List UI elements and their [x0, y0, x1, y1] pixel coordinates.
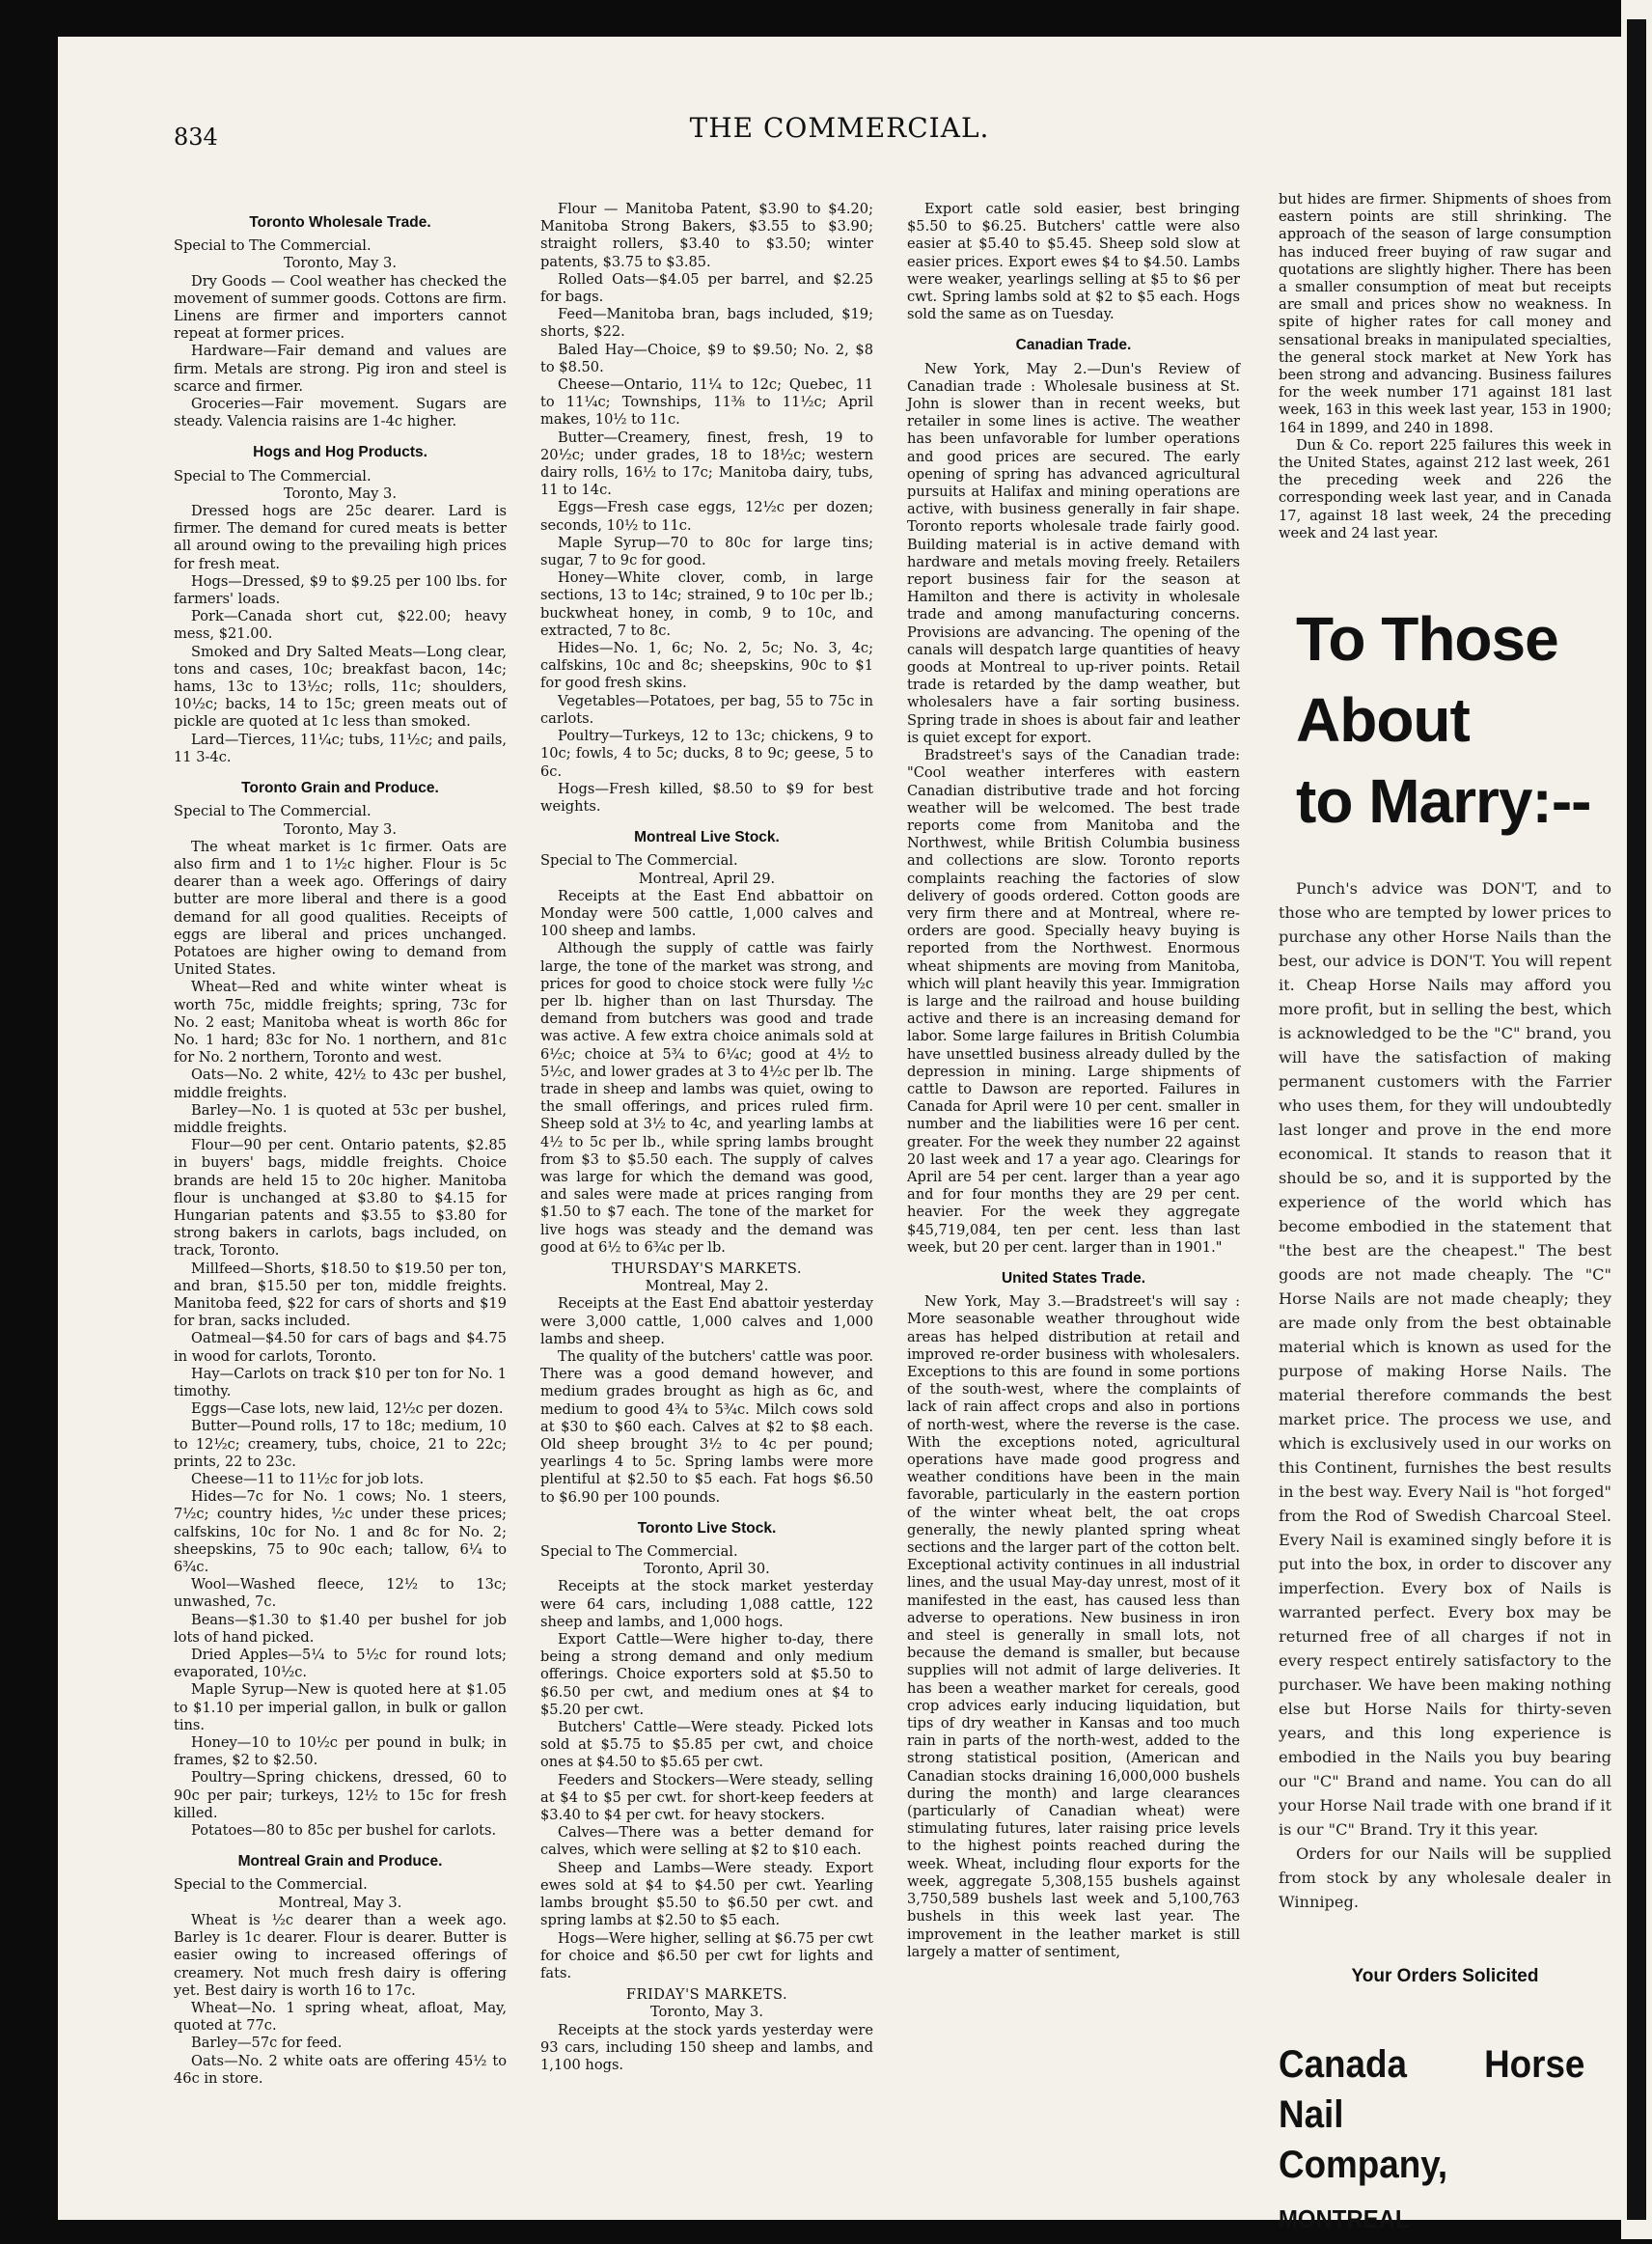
dateline: Toronto, May 3.: [284, 820, 397, 838]
paragraph: Wheat—Red and white winter wheat is worth 75c, middle freights; spring, 73c for No. 2 east; Manitoba wheat is worth 86c for No. 1 hard; 83c for No. 1 northern, and 81c for No. 2 northern, Toronto and west.: [174, 979, 507, 1067]
paragraph: Sheep and Lambs—Were steady. Export ewes sold at $4 to $4.50 per cwt. Yearling lambs brought $5.50 to $6.50 per cwt. and spring lambs at $2.50 to $5 each.: [540, 1859, 873, 1929]
paragraph: Receipts at the stock yards yesterday were 93 cars, including 150 sheep and lambs, and 1,100 hogs.: [540, 2021, 873, 2073]
paragraph: Hay—Carlots on track $10 per ton for No. 1 timothy.: [174, 1365, 507, 1399]
paragraph: Butter—Creamery, finest, fresh, 19 to 20½c; under grades, 18 to 18½c; western dairy rolls, 16½ to 17c; Manitoba dairy, tubs, 11 to 14c.: [540, 429, 873, 499]
paragraph: Export catle sold easier, best bringing $5.50 to $6.25. Butchers' cattle were also easier at $5.40 to $5.45. Sheep sold slow at easier prices. Export ewes $4 to $4.50. Lambs were weaker, yearlings selling at $5 to $6 per cwt. Spring lambs sold at $2 to $5 each. Hogs sold the same as on Tuesday.: [907, 201, 1240, 323]
paragraph: Honey—White clover, comb, in large sections, 13 to 14c; strained, 9 to 10c per lb.; buckwheat honey, in comb, 9 to 10c, and extracted, 7 to 8c.: [540, 569, 873, 639]
ad-paragraph: Orders for our Nails will be supplied from stock by any wholesale dealer in Winnipeg.: [1279, 1844, 1611, 1912]
paragraph: Beans—$1.30 to $1.40 per bushel for job lots of hand picked.: [174, 1611, 507, 1646]
paragraph: Receipts at the East End abattoir yesterday were 3,000 cattle, 1,000 calves and 1,000 lambs and sheep.: [540, 1295, 873, 1347]
ad-body: [1279, 876, 1611, 1914]
column-2: [540, 201, 873, 2218]
ad-orders-solicited: Your Orders Solicited: [1351, 1966, 1539, 1987]
paragraph: Wool—Washed fleece, 12½ to 13c; unwashed, 7c.: [174, 1576, 507, 1611]
paragraph: Hides—7c for No. 1 cows; No. 1 steers, 7½c; country hides, ½c under these prices; calfskins, 10c for No. 1 and 8c for No. 2; sheepskins, 75 to 90c each; tallow, 6¼ to 6¾c.: [174, 1488, 507, 1576]
paragraph: Butchers' Cattle—Were steady. Picked lots sold at $5.75 to $5.85 per cwt, and choice ones at $4.50 to $5.65 per cwt.: [540, 1719, 873, 1771]
paragraph: Bradstreet's says of the Canadian trade: "Cool weather interferes with eastern Canadian distributive trade and hot forcing weather will be welcomed. The best trade reports come from Manitoba and the Northwest, while British Columbia business and collections are slow. Toronto reports complaints reaching the factories of slow delivery of goods ordered. Cotton goods are very firm there and at Montreal, where re-orders are good. Specially heavy buying is reported from the Northwest. Enormous wheat shipments are moving from Manitoba, which will plant heavily this year. Immigration is large and the railroad and house building active and there is an increasing demand for labor. Some large failures in British Columbia have unsettled business already dulled by the depression in mining. Large shipments of cattle to Dawson are reported. Failures in Canada for April were 10 per cent. smaller in number and the liabilities were 16 per cent. greater. For the week they number 22 against 20 last week and 17 a year ago. Clearings for April are 54 per cent. larger than a year ago and for four months they are 29 per cent. heavier. For the week they aggregate $45,719,084, ten per cent. less than last week, but 20 per cent. larger than in 1901.": [907, 747, 1240, 1256]
ad-headline-line: To Those: [1296, 604, 1558, 675]
company-city: MONTREAL: [1279, 2204, 1410, 2234]
paragraph: The quality of the butchers' cattle was poor. There was a good demand however, and medium grades brought as high as 6c, and medium to good 4¾ to 5¾c. Milch cows sold at $30 to $60 each. Calves at $2 to $8 each. Old sheep brought 3½ to 4c per pound; yearlings 4 to 5c. Spring lambs were more plentiful at $2.50 to $5 each. Fat hogs $6.50 to $6.90 per 100 pounds.: [540, 1348, 873, 1506]
paragraph: Feeders and Stockers—Were steady, selling at $4 to $5 per cwt. for short-keep feeders at $3.40 to $4 per cwt. for heavy stockers.: [540, 1771, 873, 1824]
page-gutter: [1627, 19, 1646, 2220]
ad-paragraph: Punch's advice was DON'T, and to those who are tempted by lower prices to purchase any other Horse Nails than the best, our advice is DON'T. You will repent it. Cheap Horse Nails may afford you more profit, but in selling the best, which is acknowledged to be the "C" brand, you will have the satisfaction of making permanent customers with the Farrier who uses them, for they will undoubtedly last longer and prove in the end more economical. It stands to reason that it should be so, and it is supported by the experience of the world which has become embodied in the statement that "the best are the cheapest." The best goods are not made cheaply. The "C" Horse Nails are not made cheaply; they are made only from the best obtainable material which is known as used for the purpose of making Horse Nails. The material therefore commands the best market price. The process we use, and which is exclusively used in our works on this Continent, furnishes the best results in the best way. Every Nail is "hot forged" from the Rod of Swedish Charcoal Steel. Every Nail is examined singly before it is put into the box, in order to discover any imperfection. Every box of Nails is warranted perfect. Every box may be returned free of all charges if not in every respect entirely satisfactory to the purchaser. We have been making nothing else but Horse Nails for thirty-seven years, and this long experience is embodied in the Nails you buy bearing our "C" Brand and name. You can do all your Horse Nail trade with one brand if it is our "C" Brand. Try it this year.: [1279, 879, 1611, 1840]
paragraph: Eggs—Fresh case eggs, 12½c per dozen; seconds, 10½ to 11c.: [540, 499, 873, 534]
adjacent-page-edge: [1621, 0, 1652, 2239]
dateline: Toronto, April 30.: [644, 1561, 770, 1578]
byline: Special to The Commercial.: [174, 803, 372, 820]
section-heading: Toronto Live Stock.: [637, 1519, 777, 1537]
paragraph: Dried Apples—5¼ to 5½c for round lots; evaporated, 10½c.: [174, 1647, 507, 1681]
paragraph: Dry Goods — Cool weather has checked the movement of summer goods. Cottons are firm. Linens are firmer and importers cannot repeat at former prices.: [174, 272, 507, 343]
subheading: FRIDAY'S MARKETS.: [625, 1986, 788, 2004]
paragraph: Baled Hay—Choice, $9 to $9.50; No. 2, $8 to $8.50.: [540, 341, 873, 375]
paragraph: Wheat is ½c dearer than a week ago. Barley is 1c dearer. Flour is dearer. Butter is easier owing to increased offerings of creamery. Not much fresh dairy is offering yet. Best dairy is worth 16 to 17c.: [174, 1911, 507, 1999]
paragraph: Oats—No. 2 white oats are offering 45½ to 46c in store.: [174, 2052, 507, 2087]
byline: Special to The Commercial.: [174, 467, 372, 485]
section-heading: United States Trade.: [1001, 1269, 1145, 1287]
paragraph: Oats—No. 2 white, 42½ to 43c per bushel, middle freights.: [174, 1067, 507, 1101]
paragraph: Oatmeal—$4.50 for cars of bags and $4.75 in wood for carlots, Toronto.: [174, 1330, 507, 1365]
paragraph: Poultry—Spring chickens, dressed, 60 to 90c per pair; turkeys, 12½ to 15c for fresh killed.: [174, 1769, 507, 1821]
paragraph: Calves—There was a better demand for calves, which were selling at $2 to $10 each.: [540, 1824, 873, 1859]
paragraph: Hides—No. 1, 6c; No. 2, 5c; No. 3, 4c; calfskins, 10c and 8c; sheepskins, 90c to $1 for good fresh skins.: [540, 640, 873, 692]
byline: Special to The Commercial.: [174, 237, 372, 255]
section-heading: Toronto Wholesale Trade.: [249, 214, 431, 231]
advertisement: [1279, 598, 1611, 2244]
company-name-line: Canada Horse Nail: [1279, 2043, 1585, 2137]
ad-company-name: [1279, 2039, 1584, 2244]
paragraph: Millfeed—Shorts, $18.50 to $19.50 per ton, and bran, $15.50 per ton, middle freights. Manitoba feed, $22 for cars of shorts and $19 for bran, sacks included.: [174, 1260, 507, 1330]
column-4: [1279, 191, 1611, 2234]
paragraph: Dun & Co. report 225 failures this week in the United States, against 212 last week, 261 the preceding week and 226 the corresponding week last year, and in Canada 17, against 18 last week, 24 the preceding week and 24 last year.: [1279, 436, 1611, 541]
paragraph: Export Cattle—Were higher to-day, there being a strong demand and only medium offerings. Choice exporters sold at $5.50 to $6.50 per cwt, and medium ones at $4 to $5.20 per cwt.: [540, 1631, 873, 1718]
paragraph: Lard—Tierces, 11¼c; tubs, 11½c; and pails, 11 3-4c.: [174, 731, 507, 765]
paragraph: The wheat market is 1c firmer. Oats are also firm and 1 to 1½c higher. Flour is 5c dearer than a week ago. Offerings of dairy butter are more liberal and there is a good demand for all good qualities. Receipts of eggs are liberal and prices unchanged. Potatoes are higher owing to demand from United States.: [174, 838, 507, 979]
paragraph: Flour — Manitoba Patent, $3.90 to $4.20; Manitoba Strong Bakers, $3.55 to $3.90; straight rollers, $3.40 to $3.50; winter patents, $3.75 to $3.85.: [540, 201, 873, 270]
paragraph: Rolled Oats—$4.05 per barrel, and $2.25 for bags.: [540, 270, 873, 306]
paragraph: New York, May 3.—Bradstreet's will say : More seasonable weather throughout wide areas has helped distribution at retail and improved re-order business with wholesalers. Exceptions to this are found in some portions of the south-west, where the complaints of lack of rain affect crops and also in portions of north-west, where the reverse is the case. With the exceptions noted, agricultural operations have made good progress and weather conditions have been in the main favorable, particularly in the eastern portion of the winter wheat belt, the oat crops generally, the newly planted spring wheat sections and the larger part of the cotton belt. Exceptional activity continues in all industrial lines, and the usual May-day unrest, most of it manifested in the east, has caused less than adverse to operations. New business in iron and steel is generally in small lots, not because the demand is smaller, but because supplies will not admit of large deliveries. It has been a weather market for cereals, good crop advices early inducing liquidation, but tips of dry weather in Kansas and too much rain in parts of the north-west, added to the strong statistical position, (American and Canadian stocks draining 16,000,000 bushels during the month) and large clearances (particularly of Canadian wheat) were stimulating futures, later raising price levels to the highest points reached during the week. Wheat, including flour exports for the week, aggregate 5,308,155 bushels against 3,750,589 bushels last week and 5,100,763 bushels in this week last year. The improvement in the leather market is still largely a matter of sentiment,: [907, 1293, 1240, 1960]
paragraph: Cheese—11 to 11½c for job lots.: [191, 1471, 425, 1488]
paragraph: Flour—90 per cent. Ontario patents, $2.85 in buyers' bags, middle freights. Choice brands are held 15 to 20c higher. Manitoba flour is unchanged at $3.80 to $4.15 for Hungarian patents and $3.55 to $3.80 for strong bakers in carlots, bags included, on track, Toronto.: [174, 1137, 507, 1260]
paragraph: Groceries—Fair movement. Sugars are steady. Valencia raisins are 1-4c higher.: [174, 396, 507, 430]
paragraph: Butter—Pound rolls, 17 to 18c; medium, 10 to 12½c; creamery, tubs, choice, 21 to 22c; prints, 22 to 23c.: [174, 1418, 507, 1470]
paragraph: Dressed hogs are 25c dearer. Lard is firmer. The demand for cured meats is better all around owing to the prevailing high prices for fresh meat.: [174, 503, 507, 572]
ad-headline-line: to Marry:--: [1296, 766, 1591, 837]
section-heading: Montreal Live Stock.: [634, 829, 780, 846]
paragraph: Vegetables—Potatoes, per bag, 55 to 75c in carlots.: [540, 692, 873, 727]
newspaper-page: [58, 37, 1621, 2234]
paragraph: Barley—No. 1 is quoted at 53c per bushel, middle freights.: [174, 1101, 507, 1136]
paragraph: Feed—Manitoba bran, bags included, $19; shorts, $22.: [540, 306, 873, 341]
company-name-line-2: [1279, 2140, 1584, 2244]
dateline: Montreal, May 3.: [278, 1894, 402, 1911]
paragraph: Hogs—Dressed, $9 to $9.25 per 100 lbs. for farmers' loads.: [174, 572, 507, 608]
paragraph: Wheat—No. 1 spring wheat, afloat, May, quoted at 77c.: [174, 1999, 507, 2035]
paragraph: Maple Syrup—New is quoted here at $1.05 to $1.10 per imperial gallon, in bulk or gallon tins.: [174, 1681, 507, 1733]
paragraph: Hardware—Fair demand and values are firm. Metals are strong. Pig iron and steel is scarce and firmer.: [174, 343, 507, 395]
paragraph: Pork—Canada short cut, $22.00; heavy mess, $21.00.: [174, 608, 507, 643]
paragraph: Receipts at the East End abbattoir on Monday were 500 cattle, 1,000 calves and 100 sheep and lambs.: [540, 887, 873, 940]
dateline: Montreal, April 29.: [638, 870, 776, 887]
paragraph: Hogs—Fresh killed, $8.50 to $9 for best weights.: [540, 780, 873, 815]
dateline: Toronto, May 3.: [284, 485, 397, 502]
paragraph: Receipts at the stock market yesterday were 64 cars, including 1,088 cattle, 122 sheep and lambs, and 1,000 hogs.: [540, 1578, 873, 1630]
ad-headline-line: About: [1296, 685, 1470, 756]
paragraph: Barley—57c for feed.: [191, 2035, 343, 2052]
column-1: [174, 201, 507, 2218]
paragraph: Cheese—Ontario, 11¼ to 12c; Quebec, 11 to 11¼c; Townships, 11⅜ to 11½c; April makes, 10½ to 11c.: [540, 376, 873, 429]
paragraph: Poultry—Turkeys, 12 to 13c; chickens, 9 to 10c; fowls, 4 to 5c; ducks, 8 to 9c; geese, 5 to 6c.: [540, 728, 873, 780]
section-heading: Hogs and Hog Products.: [253, 444, 427, 461]
page-number: 834: [174, 124, 218, 151]
paragraph: Maple Syrup—70 to 80c for large tins; sugar, 7 to 9c for good.: [540, 534, 873, 569]
company-word: Company,: [1279, 2144, 1448, 2187]
dateline: Toronto, May 3.: [284, 255, 397, 272]
paragraph: Although the supply of cattle was fairly large, the tone of the market was strong, and prices for good to choice stock were fully ½c per lb. higher than on last Thursday. The demand from butchers was good and trade was active. A few extra choice animals sold at 6½c; choice at 5¾ to 6¼c; good at 4½ to 5½c, and lower grades at 3 to 4½c per lb. The trade in sheep and lambs was quiet, owing to the small offerings, and prices ruled firm. Sheep sold at 3½ to 4c, and yearling lambs at 4½ to 5c per lb., while spring lambs brought from $3 to $5.50 each. The supply of calves was large for which the demand was good, and sales were made at prices ranging from $1.50 to $7 each. The tone of the market for live hogs was steady and the demand was good at 6½ to 6¾c per lb.: [540, 940, 873, 1256]
paragraph: Honey—10 to 10½c per pound in bulk; in frames, $2 to $2.50.: [174, 1734, 507, 1769]
byline: Special to The Commercial.: [540, 852, 738, 870]
section-heading: Montreal Grain and Produce.: [237, 1853, 443, 1870]
paragraph: Potatoes—80 to 85c per bushel for carlots.: [191, 1822, 497, 1840]
paragraph: Hogs—Were higher, selling at $6.75 per cwt for choice and $6.50 per cwt for lights and fats.: [540, 1929, 873, 1981]
paragraph: but hides are firmer. Shipments of shoes from eastern points are still shrinking. The approach of the season of large consumption has induced freer buying of raw sugar and quotations are slightly higher. There has been a smaller consumption of meat but receipts are small and prices show no weakness. In spite of higher rates for call money and sensational breaks in manipulated specialties, the general stock market at New York has been strong and advancing. Business failures for the week number 171 against 181 last week, 163 in this week last year, 153 in 1900; 164 in 1899, and 240 in 1898.: [1279, 191, 1611, 436]
dateline: Toronto, May 3.: [650, 2004, 763, 2021]
subheading: THURSDAY'S MARKETS.: [611, 1260, 803, 1277]
masthead-title: THE COMMERCIAL.: [689, 112, 990, 144]
paragraph: New York, May 2.—Dun's Review of Canadian trade : Wholesale business at St. John is slower than in recent weeks, but retailer in some lines is active. The weather has been unfavorable for lumber operations and good prices are secured. The early opening of spring has advanced agricultural pursuits at Halifax and mining operations are active, with business generally in fair shape. Toronto reports wholesale trade fairly good. Building material is in active demand with hardware and metals moving freely. Retailers report business fair for the season at Hamilton and there is activity in wholesale trade and among manufacturing concerns. Provisions are advancing. The opening of the canals will despatch large quantities of heavy goods at Montreal to up-river points. Retail trade is retarded by the damp weather, but wholesalers have a fair sorting business. Spring trade in shoes is about fair and leather is quiet except for export.: [907, 360, 1240, 746]
byline: Special to The Commercial.: [540, 1543, 738, 1561]
column-3: [907, 201, 1240, 2218]
section-heading: Canadian Trade.: [1015, 337, 1132, 354]
paragraph: Eggs—Case lots, new laid, 12½c per dozen.: [191, 1400, 504, 1418]
section-heading: Toronto Grain and Produce.: [241, 780, 439, 797]
dateline: Montreal, May 2.: [645, 1278, 769, 1295]
byline: Special to the Commercial.: [174, 1876, 368, 1894]
paragraph: Smoked and Dry Salted Meats—Long clear, tons and cases, 10c; breakfast bacon, 14c; hams, 13c to 13½c; rolls, 11c; shoulders, 10½c; backs, 14 to 15c; green meats out of pickle are quoted at 1c less than smoked.: [174, 643, 507, 731]
